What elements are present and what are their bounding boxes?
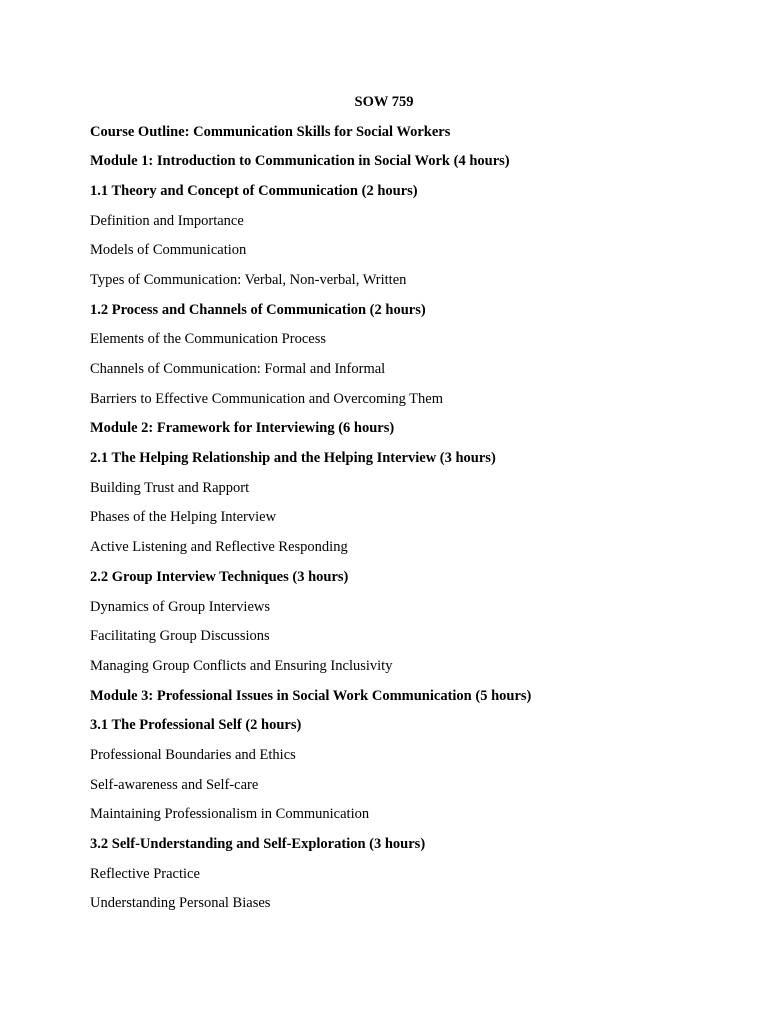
section-heading: 2.1 The Helping Relationship and the Helping Interview (3 hours) — [90, 450, 496, 467]
module-heading: Module 1: Introduction to Communication in Social Work (4 hours) — [90, 153, 510, 170]
topic: Self-awareness and Self-care — [90, 776, 259, 793]
topic: Professional Boundaries and Ethics — [90, 746, 296, 763]
course-outline-body — [90, 123, 710, 925]
course-code-title: SOW 759 — [354, 94, 414, 110]
module-heading: Module 3: Professional Issues in Social Work Communication (5 hours) — [90, 687, 532, 704]
module-heading: Module 2: Framework for Interviewing (6 hours) — [90, 420, 395, 437]
section-heading: 1.1 Theory and Concept of Communication (2 hours) — [90, 182, 418, 199]
outline-title: Course Outline: Communication Skills for Social Workers — [90, 123, 451, 140]
topic: Phases of the Helping Interview — [90, 509, 277, 526]
topic: Maintaining Professionalism in Communication — [90, 806, 370, 823]
topic: Barriers to Effective Communication and Overcoming Them — [90, 390, 444, 407]
section-heading: 2.2 Group Interview Techniques (3 hours) — [90, 568, 349, 585]
topic: Elements of the Communication Process — [90, 331, 326, 348]
topic: Facilitating Group Discussions — [90, 628, 270, 645]
section-heading: 3.2 Self-Understanding and Self-Exploration (3 hours) — [90, 836, 426, 852]
topic: Types of Communication: Verbal, Non-verbal, Written — [90, 271, 407, 288]
topic: Dynamics of Group Interviews — [90, 598, 270, 615]
topic: Channels of Communication: Formal and Informal — [90, 361, 386, 377]
topic: Managing Group Conflicts and Ensuring Inclusivity — [90, 657, 393, 674]
topic: Understanding Personal Biases — [90, 895, 271, 912]
topic: Building Trust and Rapport — [90, 479, 250, 496]
topic: Active Listening and Reflective Responding — [90, 539, 348, 556]
topic: Reflective Practice — [90, 865, 200, 882]
section-heading: 1.2 Process and Channels of Communication (2 hours) — [90, 301, 426, 318]
topic: Models of Communication — [90, 242, 247, 259]
topic: Definition and Importance — [90, 212, 244, 229]
section-heading: 3.1 The Professional Self (2 hours) — [90, 717, 302, 734]
